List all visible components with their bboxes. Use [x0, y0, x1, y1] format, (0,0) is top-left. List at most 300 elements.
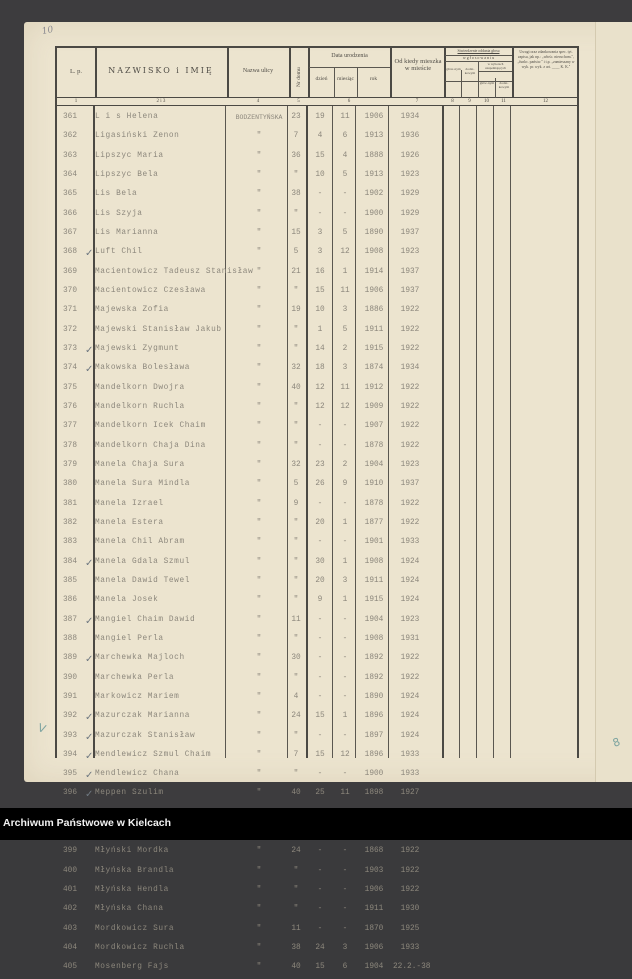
checkmark-icon: ✓ — [85, 557, 94, 569]
row-number: 384 — [63, 557, 78, 566]
birth-day: 10 — [315, 306, 325, 315]
birth-day: - — [317, 905, 323, 914]
row-number: 388 — [63, 634, 78, 643]
row-number: 370 — [63, 286, 78, 295]
birth-year: 1909 — [364, 402, 384, 411]
birth-month: - — [342, 924, 348, 933]
col-number: 10 — [484, 99, 489, 104]
birth-year: 1897 — [364, 731, 384, 740]
birth-year: 1911 — [364, 905, 384, 914]
street-name: " — [256, 344, 262, 353]
checkmark-icon: ✓ — [85, 770, 94, 782]
person-name: Mandelkorn Ruchla — [95, 402, 185, 411]
person-name: Mangiel Perla — [95, 634, 164, 643]
birth-month: - — [342, 634, 348, 643]
table-row — [55, 148, 579, 167]
header-day: dzień — [315, 76, 328, 82]
table-row — [55, 747, 579, 766]
resident-since: 22.2.-38 — [393, 963, 431, 972]
row-number: 376 — [63, 402, 78, 411]
birth-month: 2 — [342, 344, 348, 353]
house-number: 9 — [293, 499, 299, 508]
person-name: Marchewka Majloch — [95, 654, 185, 663]
birth-day: 20 — [315, 576, 325, 585]
row-number: 405 — [63, 963, 78, 972]
street-name: " — [256, 634, 262, 643]
birth-month: - — [342, 615, 348, 624]
birth-day: 9 — [317, 596, 323, 605]
street-name: " — [256, 866, 262, 875]
birth-day: - — [317, 615, 323, 624]
person-name: Młyńska Chana — [95, 905, 164, 914]
table-row — [55, 882, 579, 901]
street-name: " — [256, 480, 262, 489]
house-number: 30 — [291, 654, 301, 663]
table-row — [55, 418, 579, 437]
person-name: Luft Chil — [95, 248, 143, 257]
table-row — [55, 843, 579, 862]
col-number: 9 — [468, 99, 471, 104]
resident-since: 1934 — [400, 113, 420, 121]
checkmark-icon: ✓ — [85, 731, 94, 743]
birth-day: 20 — [315, 518, 325, 527]
row-number: 399 — [63, 847, 78, 856]
table-row — [55, 515, 579, 534]
birth-month: 2 — [342, 460, 348, 469]
resident-since: 1922 — [400, 847, 420, 856]
street-name: " — [256, 847, 262, 856]
person-name: Majewska Zofia — [95, 306, 169, 315]
resident-since: 1933 — [400, 538, 420, 547]
birth-day: 15 — [315, 963, 325, 972]
resident-since: 1930 — [400, 905, 420, 914]
resident-since: 1937 — [400, 267, 420, 276]
table-row — [55, 689, 579, 708]
col-number: 11 — [501, 99, 506, 104]
resident-since: 1924 — [400, 712, 420, 721]
house-number: 32 — [291, 364, 301, 373]
header-house-nr: Nr domu — [295, 67, 302, 87]
row-number: 373 — [63, 344, 78, 353]
resident-since: 1931 — [400, 634, 420, 643]
birth-month: - — [342, 886, 348, 895]
street-name: " — [256, 325, 262, 334]
birth-month: 1 — [342, 267, 348, 276]
birth-year: 1868 — [364, 847, 384, 856]
person-name: Manela Izrael — [95, 499, 164, 508]
header-sub-1: dodat-kowym — [464, 67, 476, 75]
row-number: 362 — [63, 132, 78, 141]
table-row — [55, 206, 579, 225]
resident-since: 1936 — [400, 132, 420, 141]
birth-month: 11 — [340, 789, 350, 798]
person-name: Manela Josek — [95, 596, 159, 605]
person-name: Lipszyc Bela — [95, 170, 159, 179]
birth-day: 4 — [317, 132, 323, 141]
birth-year: 1913 — [364, 132, 384, 141]
birth-month: - — [342, 499, 348, 508]
birth-day: 10 — [315, 170, 325, 179]
birth-year: 1878 — [364, 499, 384, 508]
birth-month: 3 — [342, 576, 348, 585]
birth-month: 11 — [340, 383, 350, 392]
resident-since: 1933 — [400, 770, 420, 779]
street-name: BODZENTYŃSKA — [235, 114, 283, 121]
birth-year: 1900 — [364, 770, 384, 779]
resident-since: 1922 — [400, 654, 420, 663]
person-name: Manela Estera — [95, 518, 164, 527]
house-number: " — [293, 673, 299, 682]
table-body — [55, 109, 579, 979]
person-name: Mendlewicz Szmul Chaim — [95, 750, 212, 759]
row-number: 364 — [63, 170, 78, 179]
resident-since: 1934 — [400, 364, 420, 373]
birth-month: 4 — [342, 151, 348, 160]
row-number: 400 — [63, 866, 78, 875]
house-number: 40 — [291, 383, 301, 392]
table-row — [55, 670, 579, 689]
person-name: Manela Gdala Szmul — [95, 557, 191, 566]
table-row — [55, 341, 579, 360]
street-name: " — [256, 402, 262, 411]
birth-day: 14 — [315, 344, 325, 353]
street-name: " — [256, 886, 262, 895]
birth-day: 3 — [317, 228, 323, 237]
person-name: Mosenberg Fajs — [95, 963, 169, 972]
birth-day: - — [317, 538, 323, 547]
street-name: " — [256, 538, 262, 547]
birth-year: 1912 — [364, 383, 384, 392]
person-name: Mazurczak Stanisław — [95, 731, 196, 740]
birth-day: - — [317, 731, 323, 740]
resident-since: 1923 — [400, 170, 420, 179]
row-number: 381 — [63, 499, 78, 508]
row-number: 393 — [63, 731, 78, 740]
table-row — [55, 921, 579, 940]
resident-since: 1926 — [400, 151, 420, 160]
birth-year: 1886 — [364, 306, 384, 315]
person-name: Lipszyc Maria — [95, 151, 164, 160]
birth-day: - — [317, 924, 323, 933]
house-number: 7 — [293, 132, 299, 141]
birth-month: - — [342, 654, 348, 663]
house-number: 24 — [291, 712, 301, 721]
resident-since: 1924 — [400, 596, 420, 605]
table-row — [55, 785, 579, 804]
birth-day: 24 — [315, 944, 325, 953]
birth-year: 1910 — [364, 480, 384, 489]
row-number: 382 — [63, 518, 78, 527]
house-number: 19 — [291, 306, 301, 315]
checkmark-icon: ✓ — [85, 750, 94, 762]
resident-since: 1922 — [400, 886, 420, 895]
birth-month: 12 — [340, 248, 350, 257]
street-name: " — [256, 383, 262, 392]
street-name: " — [256, 460, 262, 469]
street-name: " — [256, 364, 262, 373]
row-number: 369 — [63, 267, 78, 276]
house-number: " — [293, 886, 299, 895]
checkmark-icon: ✓ — [85, 712, 94, 724]
birth-month: 6 — [342, 132, 348, 141]
street-name: " — [256, 170, 262, 179]
table-row — [55, 360, 579, 379]
birth-month: 6 — [342, 963, 348, 972]
house-number: " — [293, 596, 299, 605]
adjacent-page-edge — [595, 22, 632, 782]
birth-year: 1915 — [364, 596, 384, 605]
header-main-2: głów-nym — [479, 81, 495, 85]
col-number: 12 — [543, 99, 548, 104]
house-number: " — [293, 441, 299, 450]
birth-year: 1888 — [364, 151, 384, 160]
street-name: " — [256, 712, 262, 721]
row-number: 372 — [63, 325, 78, 334]
birth-month: 1 — [342, 712, 348, 721]
street-name: " — [256, 654, 262, 663]
row-number: 375 — [63, 383, 78, 392]
house-number: " — [293, 905, 299, 914]
birth-month: - — [342, 731, 348, 740]
house-number: " — [293, 170, 299, 179]
table-row — [55, 554, 579, 573]
street-name: " — [256, 306, 262, 315]
header-main-1: głów-nym — [446, 67, 461, 71]
street-name: " — [256, 209, 262, 218]
person-name: Manela Dawid Tewel — [95, 576, 191, 585]
birth-day: 15 — [315, 750, 325, 759]
table-row — [55, 128, 579, 147]
birth-year: 1892 — [364, 654, 384, 663]
row-number: 380 — [63, 480, 78, 489]
table-row — [55, 380, 579, 399]
row-number: 363 — [63, 151, 78, 160]
row-number: 374 — [63, 364, 78, 373]
table-row — [55, 244, 579, 263]
birth-month: 1 — [342, 557, 348, 566]
checkmark-icon: ✓ — [85, 654, 94, 666]
table-header — [55, 46, 579, 98]
birth-month: 3 — [342, 364, 348, 373]
birth-day: 16 — [315, 267, 325, 276]
person-name: Mordkowicz Ruchla — [95, 944, 185, 953]
street-name: " — [256, 286, 262, 295]
checkmark-icon: ✓ — [85, 615, 94, 627]
birth-day: 15 — [315, 151, 325, 160]
resident-since: 1922 — [400, 325, 420, 334]
person-name: Ligasiński Zenon — [95, 132, 180, 141]
header-remarks: Uwagi oraz zdankowania spec. tyt. zapisu, jak np.: „włośc. nieruchom.", „funkc. państw." i t.p. „zamieszany w wyk. pr. wyk. z art. ____ K. K." — [517, 50, 575, 69]
col-number: 8 — [451, 99, 454, 104]
birth-day: 23 — [315, 460, 325, 469]
birth-year: 1892 — [364, 673, 384, 682]
header-lp: L. p. — [69, 68, 83, 75]
header-substitute: w wyborach uzupełniających — [485, 62, 506, 70]
birth-day: 30 — [315, 557, 325, 566]
resident-since: 1937 — [400, 228, 420, 237]
birth-day: 12 — [315, 402, 325, 411]
row-number: 396 — [63, 789, 78, 798]
table-row — [55, 225, 579, 244]
birth-day: - — [317, 866, 323, 875]
person-name: Macientowicz Czesława — [95, 286, 206, 295]
house-number: " — [293, 634, 299, 643]
house-number: 11 — [291, 924, 301, 933]
row-number: 367 — [63, 228, 78, 237]
birth-year: 1908 — [364, 634, 384, 643]
table-row — [55, 438, 579, 457]
column-number-row — [55, 98, 579, 106]
col-number: 6 — [347, 99, 351, 104]
person-name: Marchewka Perla — [95, 673, 175, 682]
person-name: Mandelkorn Chaja Dina — [95, 441, 206, 450]
street-name: " — [256, 576, 262, 585]
table-row — [55, 650, 579, 669]
person-name: Mangiel Chaim Dawid — [95, 615, 196, 624]
house-number: " — [293, 344, 299, 353]
birth-year: 1906 — [364, 113, 384, 121]
resident-since: 1937 — [400, 480, 420, 489]
street-name: " — [256, 228, 262, 237]
street-name: " — [256, 615, 262, 624]
person-name: Manela Chaja Sura — [95, 460, 185, 469]
birth-month: 11 — [340, 113, 350, 121]
table-row — [55, 573, 579, 592]
birth-year: 1904 — [364, 615, 384, 624]
resident-since: 1933 — [400, 750, 420, 759]
table-row — [55, 476, 579, 495]
birth-year: 1906 — [364, 286, 384, 295]
person-name: Markowicz Mariem — [95, 692, 180, 701]
person-name: Mordkowicz Sura — [95, 924, 175, 933]
birth-year: 1907 — [364, 422, 384, 431]
row-number: 404 — [63, 944, 78, 953]
street-name: " — [256, 692, 262, 701]
table-row — [55, 264, 579, 283]
birth-year: 1904 — [364, 460, 384, 469]
table-row — [55, 592, 579, 611]
resident-since: 1922 — [400, 383, 420, 392]
person-name: Młyńska Hendla — [95, 886, 169, 895]
resident-since: 1923 — [400, 248, 420, 257]
birth-day: - — [317, 422, 323, 431]
person-name: Młyńska Brandla — [95, 866, 175, 875]
person-name: Mandelkorn Icek Chaim — [95, 422, 206, 431]
birth-year: 1904 — [364, 963, 384, 972]
checkmark-icon: ✓ — [85, 248, 94, 260]
street-name: " — [256, 789, 262, 798]
divider — [357, 68, 358, 98]
folio-number: 10 — [41, 24, 55, 38]
resident-since: 1924 — [400, 557, 420, 566]
house-number: " — [293, 209, 299, 218]
house-number: 24 — [291, 847, 301, 856]
paperclip-mark: 8 — [610, 735, 623, 750]
col-number: 1 — [74, 99, 78, 104]
birth-month: 3 — [342, 944, 348, 953]
birth-month: 12 — [340, 750, 350, 759]
row-number: 368 — [63, 248, 78, 257]
birth-day: 19 — [315, 113, 325, 121]
birth-month: - — [342, 847, 348, 856]
birth-day: - — [317, 209, 323, 218]
header-year: rok — [369, 76, 378, 82]
row-number: 378 — [63, 441, 78, 450]
house-number: 11 — [291, 615, 301, 624]
birth-year: 1890 — [364, 228, 384, 237]
house-number: 32 — [291, 460, 301, 469]
person-name: Lis Bela — [95, 190, 138, 199]
checkmark-icon: ✓ — [85, 789, 94, 801]
birth-day: 25 — [315, 789, 325, 798]
house-number: 5 — [293, 480, 299, 489]
birth-year: 1902 — [364, 190, 384, 199]
birth-day: - — [317, 692, 323, 701]
birth-month: - — [342, 209, 348, 218]
table-row — [55, 901, 579, 920]
birth-year: 1870 — [364, 924, 384, 933]
birth-day: - — [317, 441, 323, 450]
row-number: 361 — [63, 113, 78, 121]
table-row — [55, 283, 579, 302]
table-row — [55, 302, 579, 321]
row-number: 395 — [63, 770, 78, 779]
birth-year: 1906 — [364, 944, 384, 953]
person-name: Majewski Zygmunt — [95, 344, 180, 353]
birth-day: 12 — [315, 383, 325, 392]
table-row — [55, 322, 579, 341]
house-number: 40 — [291, 963, 301, 972]
resident-since: 1925 — [400, 924, 420, 933]
resident-since: 1924 — [400, 731, 420, 740]
house-number: " — [293, 576, 299, 585]
row-number: 403 — [63, 924, 78, 933]
birth-year: 1896 — [364, 712, 384, 721]
birth-month: 3 — [342, 306, 348, 315]
table-row — [55, 631, 579, 650]
street-name: " — [256, 731, 262, 740]
birth-year: 1911 — [364, 576, 384, 585]
birth-day: - — [317, 654, 323, 663]
row-number: 385 — [63, 576, 78, 585]
birth-month: 5 — [342, 228, 348, 237]
person-name: Majewski Stanisław Jakub — [95, 325, 222, 334]
header-sub-2: dodat-kowym — [498, 81, 510, 89]
birth-year: 1903 — [364, 866, 384, 875]
row-number: 390 — [63, 673, 78, 682]
table-row — [55, 959, 579, 978]
birth-day: 1 — [317, 325, 323, 334]
birth-year: 1915 — [364, 344, 384, 353]
row-number: 371 — [63, 306, 78, 315]
checkmark-icon: ✓ — [85, 364, 94, 376]
header-month: miesiąc — [337, 76, 354, 82]
street-name: " — [256, 944, 262, 953]
birth-year: 1877 — [364, 518, 384, 527]
birth-year: 1878 — [364, 441, 384, 450]
row-number: 377 — [63, 422, 78, 431]
resident-since: 1929 — [400, 209, 420, 218]
col-number: 2 i 3 — [156, 99, 166, 104]
house-number: 15 — [291, 228, 301, 237]
header-street: Nazwa ulicy — [242, 68, 274, 74]
street-name: " — [256, 770, 262, 779]
birth-month: 11 — [340, 286, 350, 295]
street-name: " — [256, 596, 262, 605]
archive-credit: Archiwum Państwowe w Kielcach — [3, 817, 172, 829]
table-row — [55, 186, 579, 205]
table-row — [55, 457, 579, 476]
